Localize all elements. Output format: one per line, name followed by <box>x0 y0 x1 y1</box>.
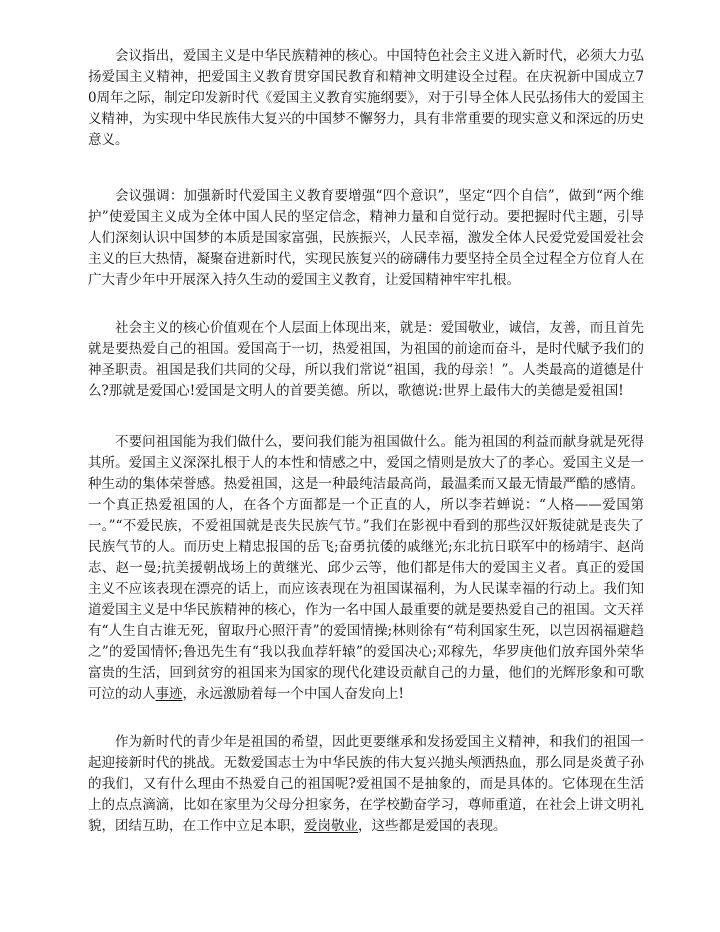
paragraph-youth-responsibility <box>88 732 644 837</box>
paragraph-patriotism-duty <box>88 432 644 705</box>
paragraph-patriotism-duty-text: 不要问祖国能为我们做什么，要问我们能为祖国做什么。能为祖国的利益而献身就是死得其所。爱国主义深深扎根于人的本性和情感之中，爱国之情则是放大了的孝心。爱国主义是一种生动的集体荣誉感。热爱祖国，这是一种最纯洁最高尚，最温柔而又最无情最严酷的感情。一个真正热爱祖国的人，在各个方面都是一个正直的人，所以李若蝉说：“人格——爱国第一。”“不爱民族，不爱祖国就是丧失民族气节。”我们在影视中看到的那些汉奸叛徒就是丧失了民族气节的人。而历史上精忠报国的岳飞;奋勇抗倭的戚继光;东北抗日联军中的杨靖宇、赵尚志、赵一曼;抗美援朝战场上的黄继光、邱少云等，他们都是伟大的爱国主义者。真正的爱国主义不应该表现在漂亮的话上，而应该表现在为祖国谋福利，为人民谋幸福的行动上。我们知道爱国主义是中华民族精神的核心，作为一名中国人最重要的就是要热爱自己的祖国。文天祥有“人生自古谁无死，留取丹心照汗青”的爱国情操;林则徐有“苟利国家生死，以岂因祸福避趋之”的爱国情怀;鲁迅先生有“我以我血荐轩辕”的爱国决心;邓稼先，华罗庚他们放弃国外荣华富贵的生活，回到贫穷的祖国来为国家的现代化建设贡献自己的力量，他们的光辉形象和可歌可泣的动人 <box>88 434 644 702</box>
paragraph-patriotism-duty-ending: ，永远激励着每一个中国人奋发向上! <box>182 686 404 702</box>
underlined-deeds-link[interactable]: 事迹 <box>155 686 183 702</box>
underlined-dedication-link[interactable]: 爱岗敬业 <box>304 818 358 834</box>
paragraph-meeting-pointed-out: 会议指出，爱国主义是中华民族精神的核心。中国特色社会主义进入新时代，必须大力弘扬爱国主义精神，把爱国主义教育贯穿国民教育和精神文明建设全过程。在庆祝新中国成立70周年之际，制定印发新时代《爱国主义教育实施纲要》，对于引导全体人民弘扬伟大的爱国主义精神，为实现中华民族伟大复兴的中国梦不懈努力，具有非常重要的现实意义和深远的历史意义。 <box>88 48 644 148</box>
paragraph-core-values: 社会主义的核心价值观在个人层面上体现出来，就是：爱国敬业，诚信，友善，而且首先就是要热爱自己的祖国。爱国高于一切，热爱祖国，为祖国的前途而奋斗，是时代赋予我们的神圣职责。祖国是我们共同的父母，所以我们常说“祖国，我的母亲！”。人类最高的道德是什么?那就是爱国心!爱国是文明人的首要美德。所以，歌德说:世界上最伟大的美德是爱祖国! <box>88 320 644 399</box>
paragraph-youth-responsibility-text: 作为新时代的青少年是祖国的希望，因此更要继承和发扬爱国主义精神，和我们的祖国一起迎接新时代的挑战。无数爱国志士为中华民族的伟大复兴抛头颅洒热血，那么同是炎黄子孙的我们，又有什么理由不热爱自己的祖国呢?爱祖国不是抽象的，而是具体的。它体现在生活上的点点滴滴，比如在家里为父母分担家务，在学校勤奋学习，尊师重道，在社会上讲文明礼貌，团结互助，在工作中立足本职， <box>88 734 644 834</box>
paragraph-meeting-emphasized: 会议强调：加强新时代爱国主义教育要增强“四个意识”，坚定“四个自信”，做到“两个维护”使爱国主义成为全体中国人民的坚定信念，精神力量和自觉行动。要把握时代主题，引导人们深刻认识中国梦的本质是国家富强，民族振兴，人民幸福，激发全体人民爱党爱国爱社会主义的巨大热情，凝聚奋进新时代，实现民族复兴的磅礴伟力要坚持全员全过程全方位育人在广大青少年中开展深入持久生动的爱国主义教育，让爱国精神牢牢扎根。 <box>88 188 644 288</box>
paragraph-youth-responsibility-ending: ，这些都是爱国的表现。 <box>358 818 507 834</box>
